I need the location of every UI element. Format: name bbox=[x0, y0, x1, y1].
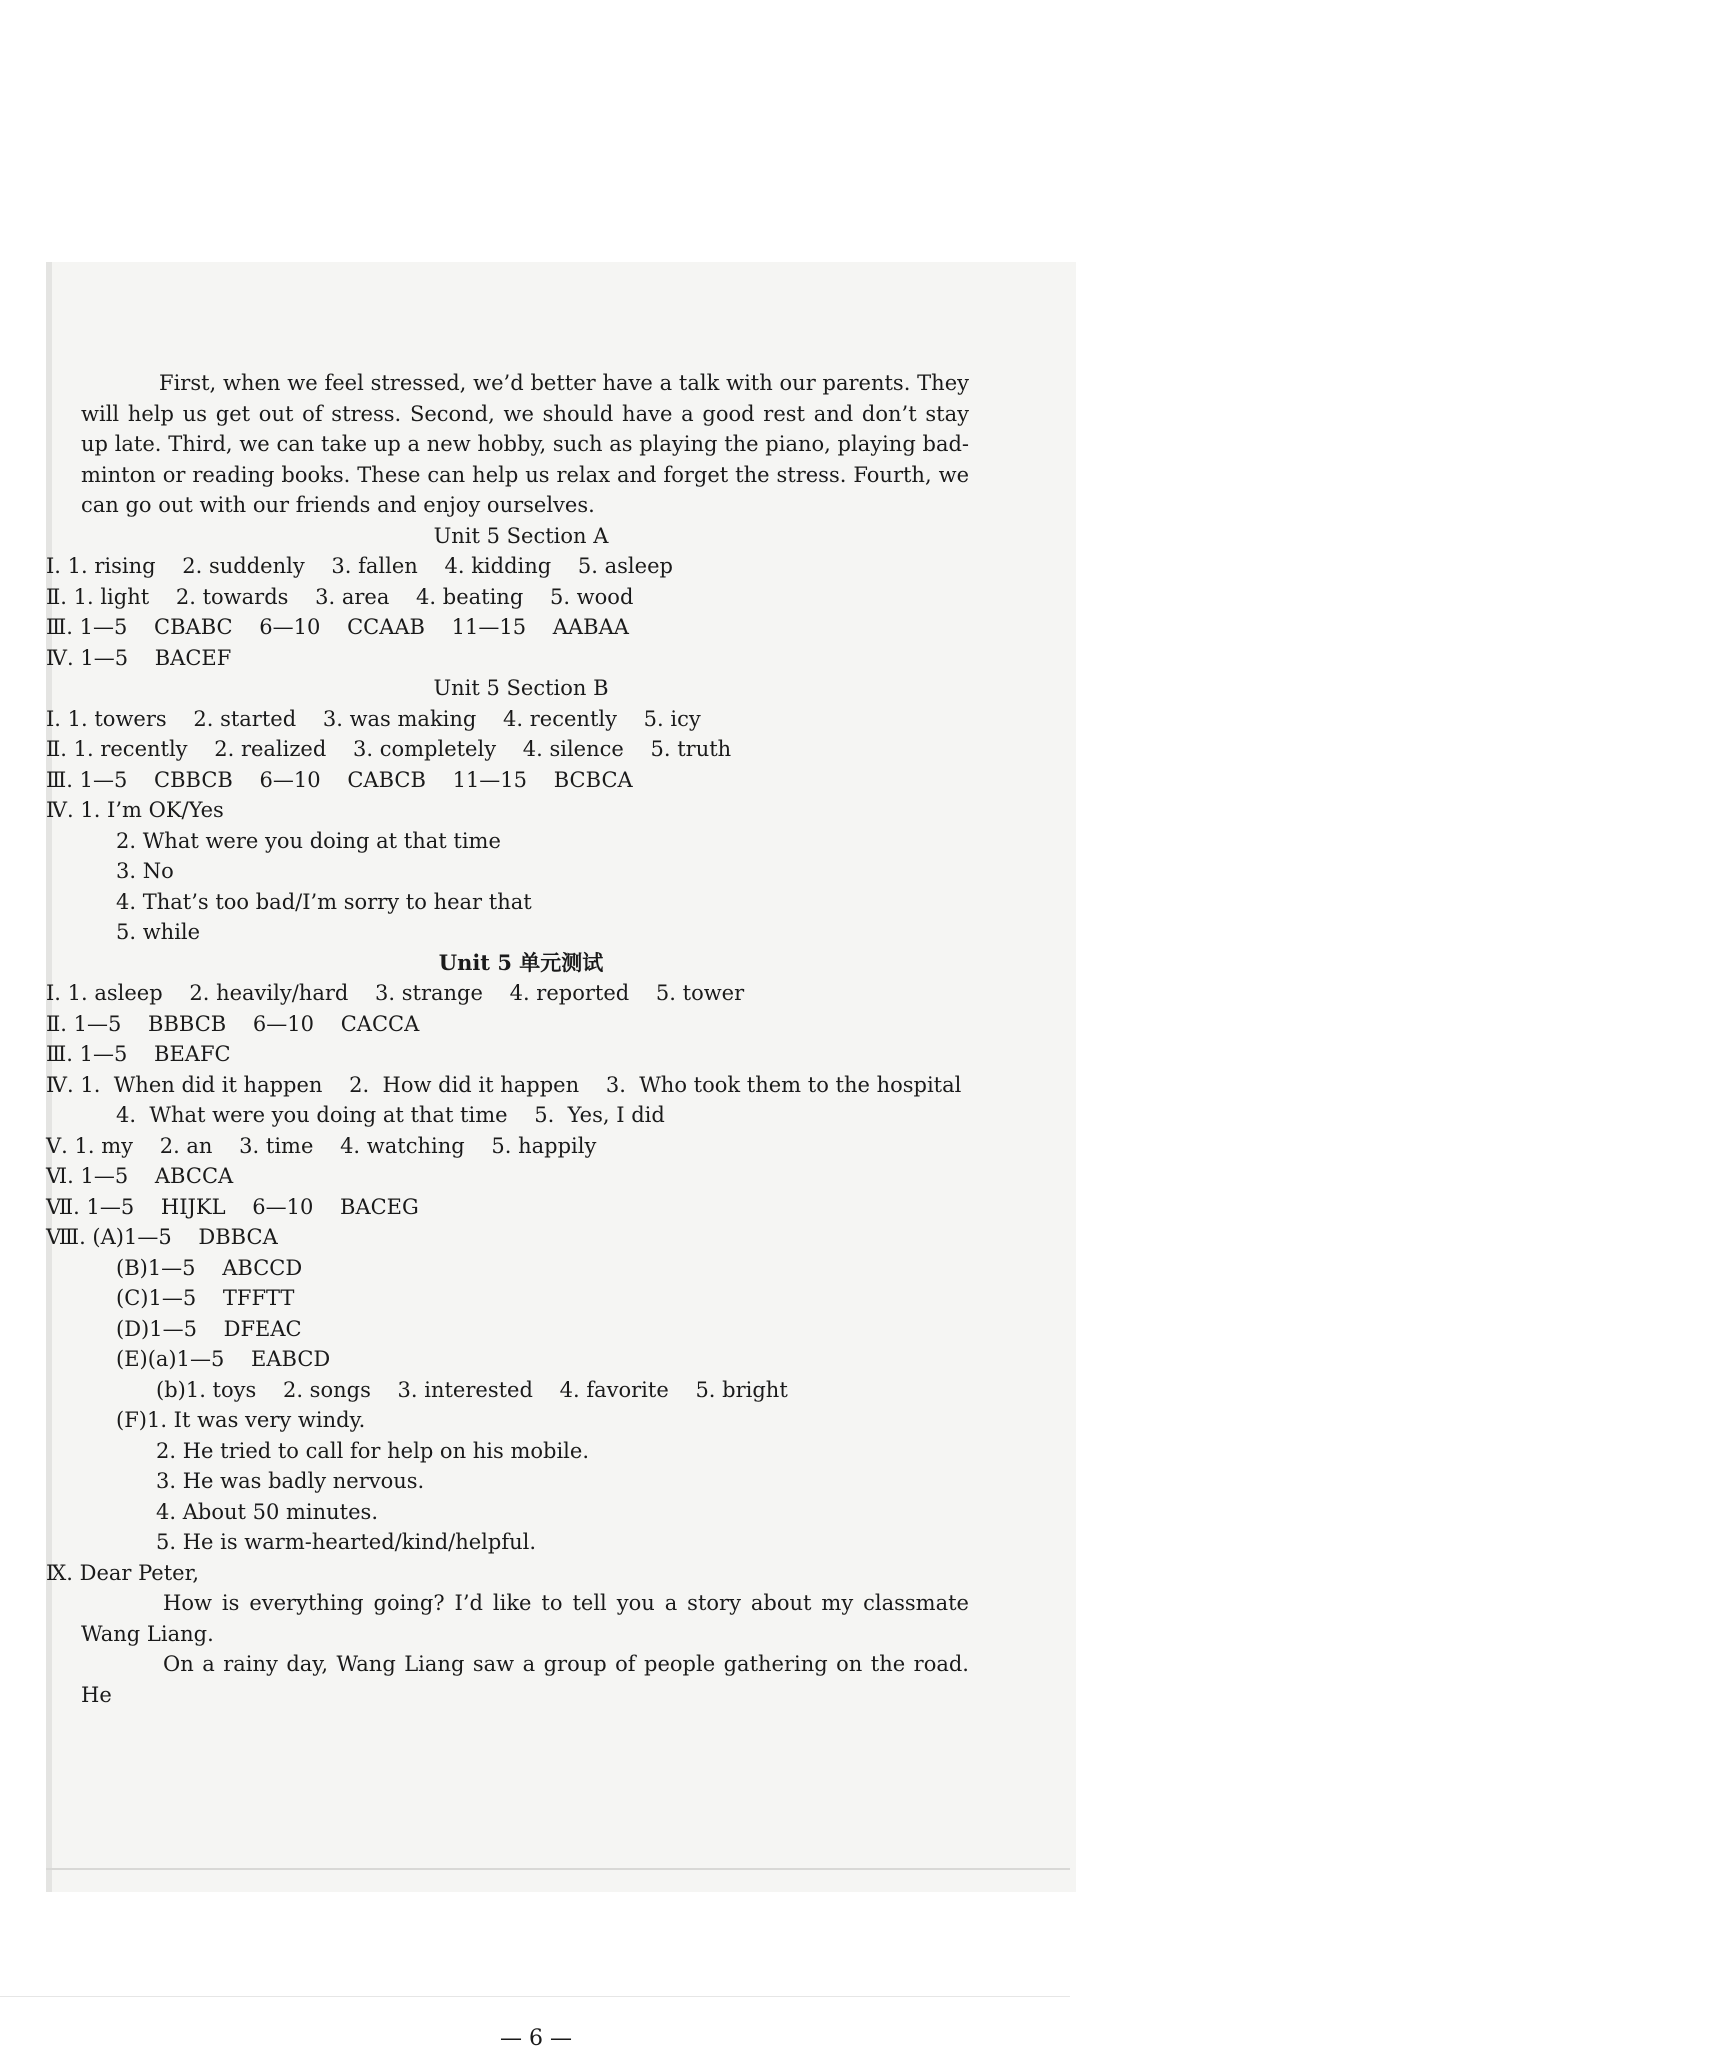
answer-sub-line: 3. He was badly nervous. bbox=[156, 1469, 425, 1493]
answer-line: Ⅰ. 1. asleep 2. heavily/hard 3. strange 4. reported 5. tower bbox=[46, 981, 745, 1005]
intro-paragraph: First, when we feel stressed, we’d better have a talk with our parents. They will help us get out of stress. Second, we should have a good rest and don’t stay up late. Third, we can take up a new hobby, such as playing the piano, playing bad-minton or reading books. These can help us relax and forget the stress. Fourth, we can go out with our friends and enjoy ourselves. bbox=[81, 371, 969, 517]
answer-key-content bbox=[46, 368, 969, 2051]
answer-sub-line: 3. No bbox=[116, 859, 174, 883]
answer-sub-line: 5. while bbox=[116, 920, 201, 944]
answer-line: Ⅷ. (A)1—5 DBBCA bbox=[46, 1225, 278, 1249]
answer-sub-line: 4. About 50 minutes. bbox=[156, 1499, 378, 1524]
answer-sub-line: (D)1—5 DFEAC bbox=[116, 1316, 302, 1341]
letter-paragraph: How is everything going? I’d like to tell you a story about my classmate Wang Liang. bbox=[81, 1591, 969, 1646]
answer-line: Ⅸ. Dear Peter, bbox=[46, 1560, 199, 1585]
answer-sub-line: 2. He tried to call for help on his mobile. bbox=[156, 1438, 590, 1463]
section-a-heading: Unit 5 Section A bbox=[433, 523, 609, 548]
answer-line: Ⅳ. 1. I’m OK/Yes bbox=[46, 798, 224, 822]
scan-edge-divider bbox=[0, 1996, 1070, 1997]
answer-line: Ⅴ. 1. my 2. an 3. time 4. watching 5. happily bbox=[46, 1133, 597, 1158]
answer-sub-line: 4. What were you doing at that time 5. Yes, I did bbox=[116, 1103, 665, 1127]
answer-line: Ⅵ. 1—5 ABCCA bbox=[46, 1164, 234, 1188]
answer-line: Ⅲ. 1—5 CBBCB 6—10 CABCB 11—15 BCBCA bbox=[46, 767, 633, 792]
answer-line: Ⅳ. 1. When did it happen 2. How did it happen 3. Who took them to the hospital bbox=[46, 1072, 962, 1097]
answer-line: Ⅱ. 1. light 2. towards 3. area 4. beating 5. wood bbox=[46, 584, 634, 609]
answer-sub-line: (F)1. It was very windy. bbox=[116, 1408, 366, 1432]
answer-sub-line: (C)1—5 TFFTT bbox=[116, 1286, 295, 1310]
answer-line: Ⅲ. 1—5 CBABC 6—10 CCAAB 11—15 AABAA bbox=[46, 615, 629, 639]
page-edge-divider bbox=[46, 1868, 1070, 1870]
answer-sub-line: (b)1. toys 2. songs 3. interested 4. favorite 5. bright bbox=[156, 1377, 788, 1402]
answer-sub-line: 5. He is warm-hearted/kind/helpful. bbox=[156, 1530, 537, 1554]
answer-line: Ⅳ. 1—5 BACEF bbox=[46, 645, 232, 670]
answer-sub-line: 2. What were you doing at that time bbox=[116, 828, 501, 853]
answer-line: Ⅰ. 1. rising 2. suddenly 3. fallen 4. kidding 5. asleep bbox=[46, 554, 673, 578]
section-b-heading: Unit 5 Section B bbox=[433, 676, 609, 700]
answer-sub-line: (B)1—5 ABCCD bbox=[116, 1255, 303, 1280]
answer-sub-line: 4. That’s too bad/I’m sorry to hear that bbox=[116, 889, 532, 914]
letter-paragraph: On a rainy day, Wang Liang saw a group of people gathering on the road. He bbox=[81, 1652, 969, 1707]
answer-line: Ⅲ. 1—5 BEAFC bbox=[46, 1042, 231, 1066]
answer-line: Ⅰ. 1. towers 2. started 3. was making 4. recently 5. icy bbox=[46, 706, 701, 731]
unit-test-heading: Unit 5 单元测试 bbox=[438, 949, 604, 975]
page-number: — 6 — bbox=[500, 2026, 572, 2051]
answer-sub-line: (E)(a)1—5 EABCD bbox=[116, 1347, 331, 1371]
answer-line: Ⅶ. 1—5 HIJKL 6—10 BACEG bbox=[46, 1194, 419, 1219]
answer-line: Ⅱ. 1—5 BBBCB 6—10 CACCA bbox=[46, 1011, 420, 1036]
answer-line: Ⅱ. 1. recently 2. realized 3. completely 4. silence 5. truth bbox=[46, 737, 732, 761]
